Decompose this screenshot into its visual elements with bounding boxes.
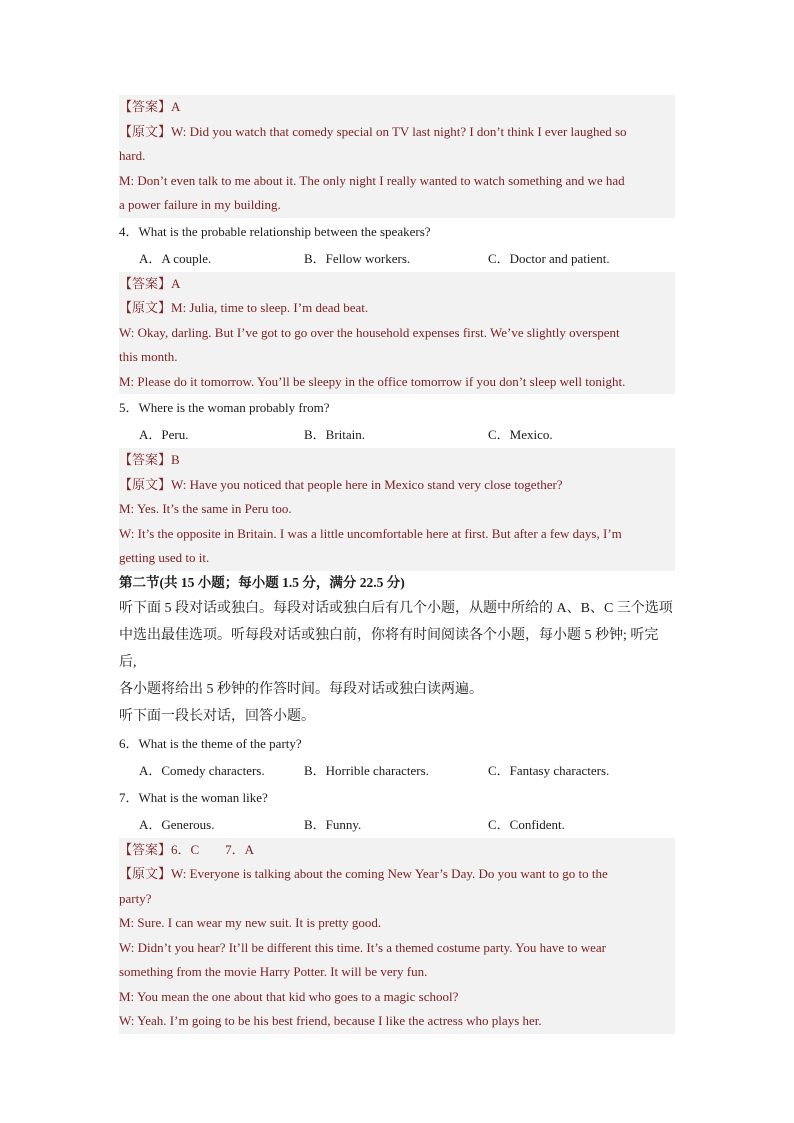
transcript-line: W: Yeah. I’m going to be his best friend, because I like the actress who plays her. xyxy=(119,1013,542,1028)
transcript-line xyxy=(119,120,675,145)
answer-block-6-7 xyxy=(119,838,675,1034)
question-4: 4．What is the probable relationship between the speakers? xyxy=(119,223,431,239)
transcript-line: M: Yes. It’s the same in Peru too. xyxy=(119,501,292,516)
question-6: 6．What is the theme of the party? xyxy=(119,735,302,751)
transcript-tag: 【原文】 xyxy=(119,866,172,881)
answer-label: 【答案】6．C 7．A xyxy=(119,841,255,857)
transcript-line xyxy=(119,862,675,887)
answer-block-5 xyxy=(119,448,675,571)
question-7: 7．What is the woman like? xyxy=(119,789,268,805)
option-c: C．Fantasy characters. xyxy=(488,762,610,778)
question-4-options xyxy=(119,245,675,272)
transcript-line: a power failure in my building. xyxy=(119,197,281,212)
option-a: A．Comedy characters. xyxy=(139,762,265,778)
transcript-text: W: Have you noticed that people here in Mexico stand very close together? xyxy=(171,476,563,492)
transcript-line: W: Didn’t you hear? It’ll be different this time. It’s a themed costume party. You have to wear xyxy=(119,939,607,955)
answer-label: 【答案】A xyxy=(119,99,181,114)
transcript-text: W: Did you watch that comedy special on TV last night? I don’t think I ever laughed so xyxy=(171,123,627,139)
instruction-line: 各小题将给出 5 秒钟的作答时间。每段对话或独白读两遍。 xyxy=(119,681,483,697)
transcript-line: something from the movie Harry Potter. It will be very fun. xyxy=(119,964,428,979)
question-5-options xyxy=(119,421,675,448)
option-b: B．Funny. xyxy=(304,816,362,832)
section-heading: 第二节(共 15 小题；每小题 1.5 分，满分 22.5 分) xyxy=(119,574,405,590)
transcript-line: this month. xyxy=(119,349,178,364)
page-content xyxy=(119,95,675,1034)
option-a: A．Generous. xyxy=(139,816,215,832)
option-a: A．A couple. xyxy=(139,250,212,266)
question-7-options xyxy=(119,811,675,838)
instruction-line: 听下面 5 段对话或独白。每段对话或独白后有几个小题，从题中所给的 A、B、C 三个选项 xyxy=(119,600,673,616)
option-a: A．Peru. xyxy=(139,427,189,442)
transcript-line: M: Sure. I can wear my new suit. It is pretty good. xyxy=(119,915,382,930)
option-c: C．Mexico. xyxy=(488,427,553,442)
transcript-line xyxy=(119,473,675,498)
sub-instruction: 听下面一段长对话，回答小题。 xyxy=(119,708,315,724)
answer-block-4 xyxy=(119,272,675,395)
transcript-line: getting used to it. xyxy=(119,550,210,565)
transcript-tag: 【原文】 xyxy=(119,476,172,492)
transcript-line: hard. xyxy=(119,148,146,163)
transcript-text: M: Julia, time to sleep. I’m dead beat. xyxy=(171,300,369,315)
option-c: C．Confident. xyxy=(488,816,565,832)
transcript-line: M: Don’t even talk to me about it. The only night I really wanted to watch something and we had xyxy=(119,172,625,188)
transcript-line: party? xyxy=(119,890,152,906)
instruction-line: 中选出最佳选项。听每段对话或独白前，你将有时间阅读各个小题，每小题 5 秒钟; 听完后, xyxy=(119,627,659,670)
question-6-options xyxy=(119,757,675,784)
transcript-text: W: Everyone is talking about the coming New Year’s Day. Do you want to go to the xyxy=(171,866,608,881)
transcript-tag: 【原文】 xyxy=(119,123,172,139)
answer-block-3 xyxy=(119,95,675,218)
question-5: 5．Where is the woman probably from? xyxy=(119,400,330,415)
option-b: B．Horrible characters. xyxy=(304,762,429,778)
transcript-line: W: It’s the opposite in Britain. I was a little uncomfortable here at first. But after a few days, I’m xyxy=(119,525,622,541)
transcript-line: W: Okay, darling. But I’ve got to go over the household expenses first. We’ve slightly overspent xyxy=(119,324,620,340)
transcript-line: M: You mean the one about that kid who goes to a magic school? xyxy=(119,988,459,1004)
answer-label: 【答案】A xyxy=(119,275,181,291)
transcript-line xyxy=(119,296,675,321)
option-b: B．Britain. xyxy=(304,427,366,442)
transcript-tag: 【原文】 xyxy=(119,300,172,315)
answer-label: 【答案】B xyxy=(119,452,180,467)
option-b: B．Fellow workers. xyxy=(304,250,411,266)
transcript-line: M: Please do it tomorrow. You’ll be sleepy in the office tomorrow if you don’t sleep well tonight. xyxy=(119,373,626,389)
option-c: C．Doctor and patient. xyxy=(488,250,610,266)
